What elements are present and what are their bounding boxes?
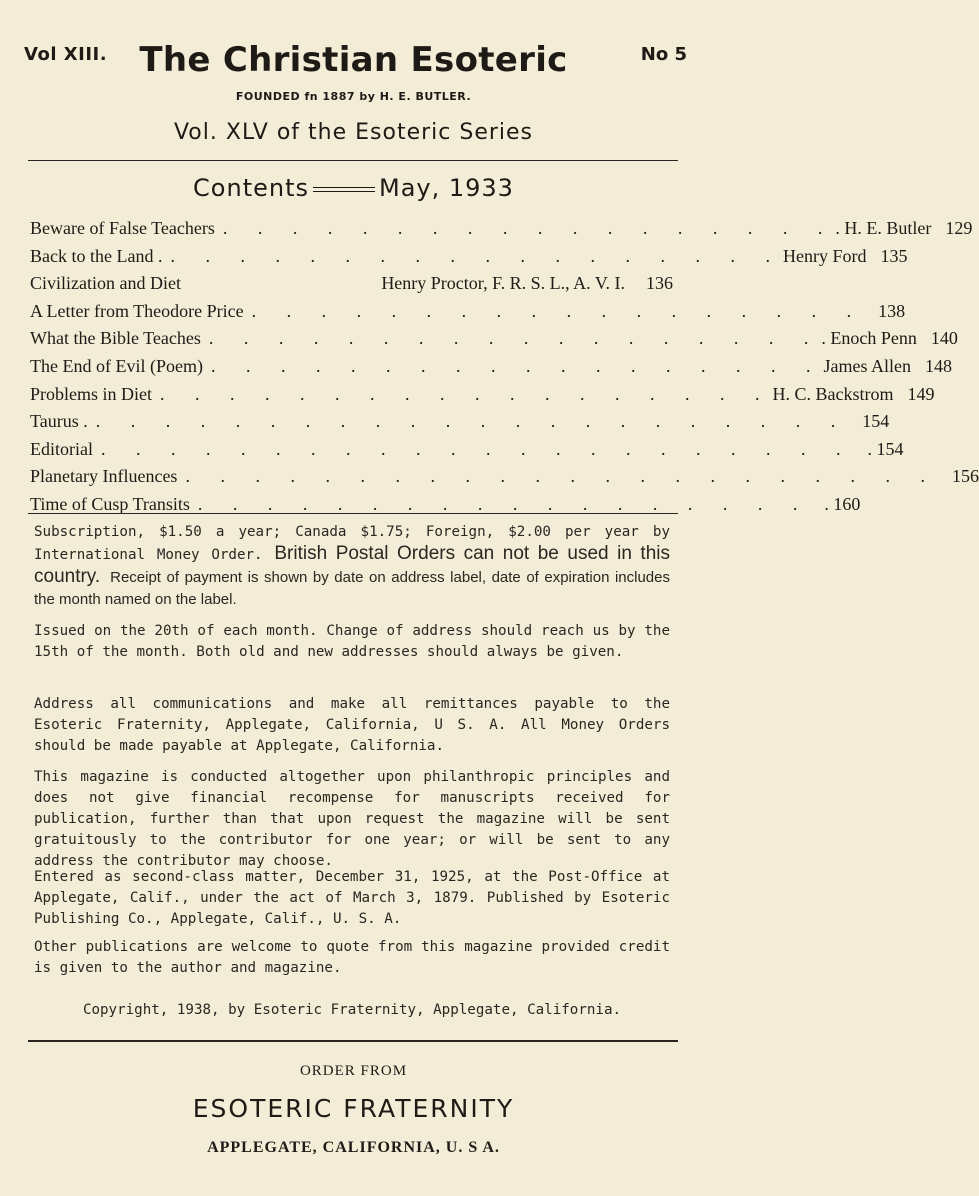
toc-leader: . . . . . . . . . . . . . . . . . . . . . . [95,411,849,432]
toc-row [30,243,908,271]
contents-heading [0,174,707,202]
toc-title: Problems in Diet [30,383,152,404]
toc-row [30,436,904,464]
toc-title: Planetary Influences [30,466,178,487]
toc-title: The End of Evil (Poem) [30,355,203,376]
toc-page: 129 [945,218,973,238]
toc-page: 135 [880,245,908,266]
toc-row [30,408,890,436]
toc-row [30,353,952,381]
toc-page: 140 [930,328,958,349]
toc-title: Beware of False Teachers [30,218,215,238]
issue-number: No 5 [640,44,687,65]
toc-author: H. C. Backstrom [772,383,894,404]
magazine-title: The Christian Esoteric [139,40,568,80]
subscription-rates: Subscription, $1.50 a year; Canada $1.75; Foreign, $2.00 per year by International Money Order. [34,524,670,563]
toc-title: Civilization and Diet [30,273,181,294]
toc-row [30,381,935,409]
toc-title: A Letter from Theodore Price [30,300,244,321]
toc-author: . H. E. Butler [835,218,932,238]
toc-row [30,463,979,491]
toc-leader: . . . . . . . . . . . . . . . . . . . . . . [100,438,854,459]
toc-page: 149 [907,383,935,404]
toc-leader: . . . . . . . . . . . . . . . . . . [222,218,836,238]
quote-notice: Other publications are welcome to quote from this magazine provided credit is given to the author and magazine. [34,939,670,976]
postal-orders-notice: British Postal Orders can not be used in this country. [34,543,670,587]
toc-row [30,215,973,243]
toc-page: 148 [924,355,952,376]
toc-page: . 160 [824,493,861,514]
toc-title: Editorial [30,438,93,459]
toc-leader: . . . . . . . . . . . . . . . . . . [160,383,773,404]
toc-leader: . . . . . . . . . . . . . . . . . . [170,245,783,266]
toc-leader: . . . . . . . . . . . . . . . . . . . . . . [185,466,938,487]
divider [28,513,678,514]
toc-page: . 154 [867,438,904,459]
toc-page: 136 [646,273,673,294]
toc-leader: . . . . . . . . . . . . . . . . . . [208,328,822,349]
toc-author: Henry Ford [782,245,867,266]
toc-row [30,298,906,326]
toc-author: James Allen [823,355,911,376]
toc-row [30,270,673,298]
toc-row [30,491,861,519]
copyright-line: Copyright, 1938, by Esoteric Fraternity, Applegate, California. [82,1002,622,1018]
toc-title: What the Bible Teaches [30,328,201,349]
subscription-notice [34,522,670,611]
contents-heading-date: May, 1933 [379,174,514,202]
founded-line: FOUNDED fn 1887 by H. E. BUTLER. [235,90,472,103]
toc-title: Time of Cusp Transits [30,493,190,514]
heading-dash [313,187,375,192]
issued-notice: Issued on the 20th of each month. Change of address should reach us by the 15th of the month. Both old and new addresses should always be given. [34,623,670,660]
toc-leader: . . . . . . . . . . . . . . . . . . [210,355,824,376]
toc-page: 138 [878,300,906,321]
fraternity-name: ESOTERIC FRATERNITY [192,1094,515,1123]
toc-page: 156 [951,466,979,487]
order-from-label: ORDER FROM [299,1063,408,1079]
toc-row [30,325,958,353]
toc-leader: . . . . . . . . . . . . . . . . . . [197,493,811,514]
receipt-notice: Receipt of payment is shown by date on address label, date of expiration includes the month named on the label. [34,569,670,608]
series-line: Vol. XLV of the Esoteric Series [173,120,534,145]
address-notice: Address all communications and make all remittances payable to the Esoteric Fraternity, Applegate, California, U S. A. All Money Orders should be made payable at Applegate, California. [34,696,670,754]
philanthropic-notice: This magazine is conducted altogether upon philanthropic principles and does not give financial recompense for manuscripts received for publication, further than that upon request the magazine will be sent gratuitously to the contributor for one year; or will be sent to any address the contributor may choose. [34,769,670,869]
entry-notice: Entered as second-class matter, December 31, 1925, at the Post-Office at Applegate, Calif., under the act of March 3, 1879. Published by Esoteric Publishing Co., Applegate, Calif., U. S. A. [34,869,670,927]
contents-heading-label: Contents [193,174,309,202]
toc-author: Henry Proctor, F. R. S. L., A. V. I. [381,273,625,294]
table-of-contents [30,215,979,519]
toc-title: Back to the Land . [30,245,163,266]
divider [28,1040,678,1042]
divider [28,160,678,161]
toc-author: . Enoch Penn [821,328,917,349]
toc-title: Taurus . [30,411,88,432]
toc-leader: . . . . . . . . . . . . . . . . . . [251,300,865,321]
volume-label: Vol XIII. [24,44,108,65]
toc-page: 154 [862,411,890,432]
fraternity-address: APPLEGATE, CALIFORNIA, U. S A. [207,1139,500,1156]
